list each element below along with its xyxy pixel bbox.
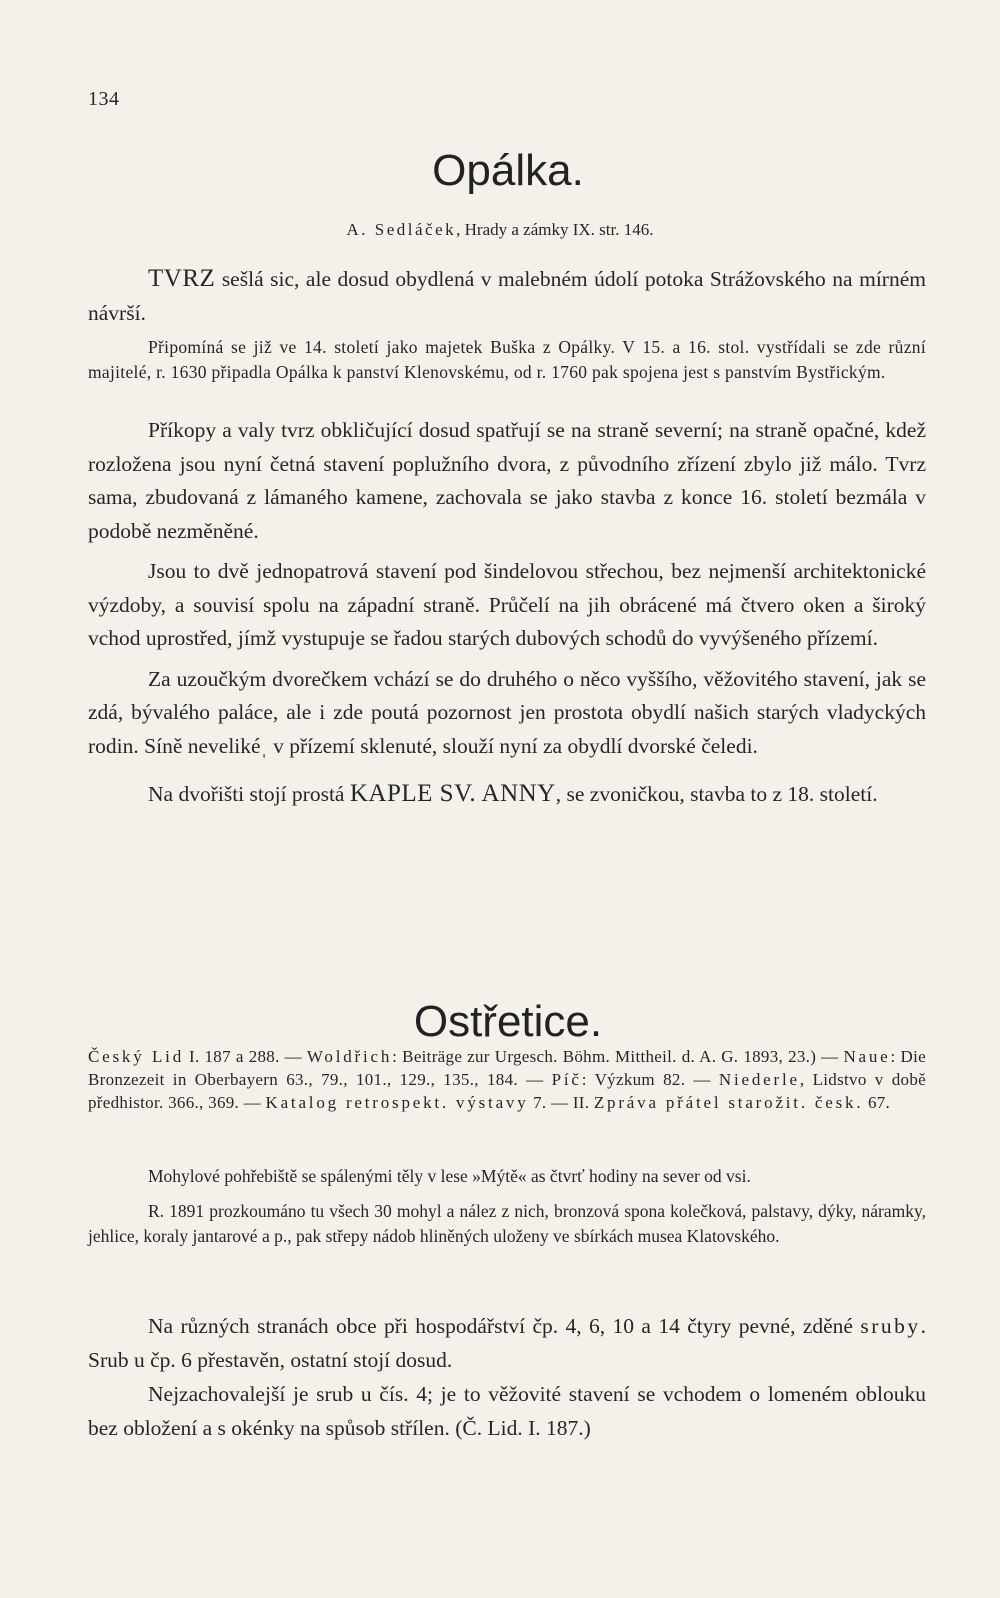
- paragraph-kaple: [88, 777, 926, 812]
- citation-author: A. Sedláček: [346, 220, 457, 239]
- sruby-after: . Srub u čp. 6 přestavěn, ostatní stojí dosud.: [88, 1314, 926, 1372]
- paragraph-staveni: Jsou to dvě jednopatrová stavení pod šindelovou střechou, bez nejmenší architektonické výzdoby, a souvisí spolu na západní straně. Průčelí na jih obrácené má čtvero oken a široký vchod uprostřed, jímž vystupuje se řadou starých dubových schodů do vyvýšeného přízemí.: [88, 559, 926, 650]
- tvrz-lead: TVRZ: [148, 265, 216, 292]
- sruby-before: Na různých stranách obce při hospodářství čp. 4, 6, 10 a 14 čtyry pevné, zděné: [148, 1314, 861, 1338]
- paragraph-history: Připomíná se již ve 14. století jako majetek Buška z Opálky. V 15. a 16. stol. vystřídali se zde různí majitelé, r. 1630 připadla Opálka k panství Klenovskému, od r. 1760 pak spojena jest s panstvím Bystřickým.: [88, 337, 926, 382]
- ref-pic: Píč: [551, 1070, 582, 1089]
- ref-text-2: : Beiträge zur Urgesch. Böhm. Mittheil. d. A. G. 1893, 23.) —: [392, 1047, 844, 1066]
- ref-woldrich: Woldřich: [306, 1047, 393, 1066]
- ref-niederle: Niederle: [718, 1070, 800, 1089]
- citation-work: , Hrady a zámky IX. str. 146.: [456, 220, 654, 239]
- ref-cesky-lid: Český Lid: [88, 1047, 184, 1066]
- opalka-description: [88, 414, 926, 812]
- ref-naue: Naue: [843, 1047, 891, 1066]
- kaple-after: , se zvoničkou, stavba to z 18. století.: [555, 782, 878, 806]
- tvrz-text: sešlá sic, ale dosud obydlená v malebném údolí potoka Strážovského na mírném návrší.: [88, 267, 926, 325]
- ref-text-5: , Lidstvo v době předhistor. 366., 369. —: [88, 1070, 927, 1112]
- ref-text-1: I. 187 a 288. —: [184, 1047, 307, 1066]
- references: [88, 1045, 926, 1114]
- ostretice-sruby: [88, 1309, 926, 1445]
- paragraph-mohyly: Mohylové pohřebiště se spálenými těly v lese »Mýtě« as čtvrť hodiny na sever od vsi.: [148, 1166, 751, 1186]
- paragraph-palac: Za uzoučkým dvorečkem vchází se do druhého o něco vyššího, věžovitého stavení, jak se zdá, bývalého paláce, ale i zde poutá pozornost jen prostota obydlí našich starých vladyckých rodin. Síně nevelikéˌ v přízemí sklenuté, slouží nyní za obydlí dvorské čeledi.: [88, 666, 926, 758]
- ostretice-references: [88, 1045, 926, 1114]
- opalka-history: [88, 335, 926, 384]
- ref-text-7: 67.: [863, 1093, 891, 1112]
- kaple-before: Na dvořišti stojí prostá: [148, 782, 350, 806]
- sruby-spaced: sruby: [860, 1314, 921, 1338]
- section-title-ostretice: Ostřetice.: [413, 997, 603, 1046]
- paragraph-vyzkum: R. 1891 prozkoumáno tu všech 30 mohyl a nález z nich, bronzová spona kolečková, palstavy, dýky, náramky, jehlice, koraly jantarové a p., pak střepy nádob hliněných uloženy ve sbírkách musea Klatovského.: [88, 1201, 926, 1246]
- opalka-body: [88, 262, 926, 330]
- paragraph-tvrz: [88, 262, 926, 330]
- ostretice-mohyly: [88, 1164, 926, 1249]
- ref-text-6: 7. — II.: [528, 1093, 594, 1112]
- paragraph-prikopy: Příkopy a valy tvrz obkličující dosud spatřují se na straně severní; na straně opačné, kdež rozložena jsou nyní četná stavení poplužního dvora, z původního zřízení zbylo již málo. Tvrz sama, zbudovaná z lámaného kamene, zachovala se jako stavba z konce 16. století bezmála v podobě nezměněné.: [88, 418, 926, 543]
- ref-katalog: Katalog retrospekt. výstavy: [265, 1093, 529, 1112]
- ref-text-4: : Výzkum 82. —: [581, 1070, 719, 1089]
- paragraph-srub-4: Nejzachovalejší je srub u čís. 4; je to věžovité stavení se vchodem o lomeném oblouku bez obložení a s okénky na spůsob střílen. (Č. Lid. I. 187.): [88, 1382, 926, 1440]
- page-number: 134: [88, 88, 120, 110]
- kaple-caps: KAPLE SV. ANNY: [349, 780, 556, 807]
- ref-text-3: : Die Bronzezeit in Oberbayern 63., 79., 101., 129., 135., 184. —: [88, 1047, 926, 1089]
- section-title-opalka: Opálka.: [432, 146, 584, 195]
- ref-zprava: Zpráva přátel starožit. česk.: [593, 1093, 864, 1112]
- citation: [0, 220, 1000, 240]
- paragraph-sruby: [88, 1309, 926, 1377]
